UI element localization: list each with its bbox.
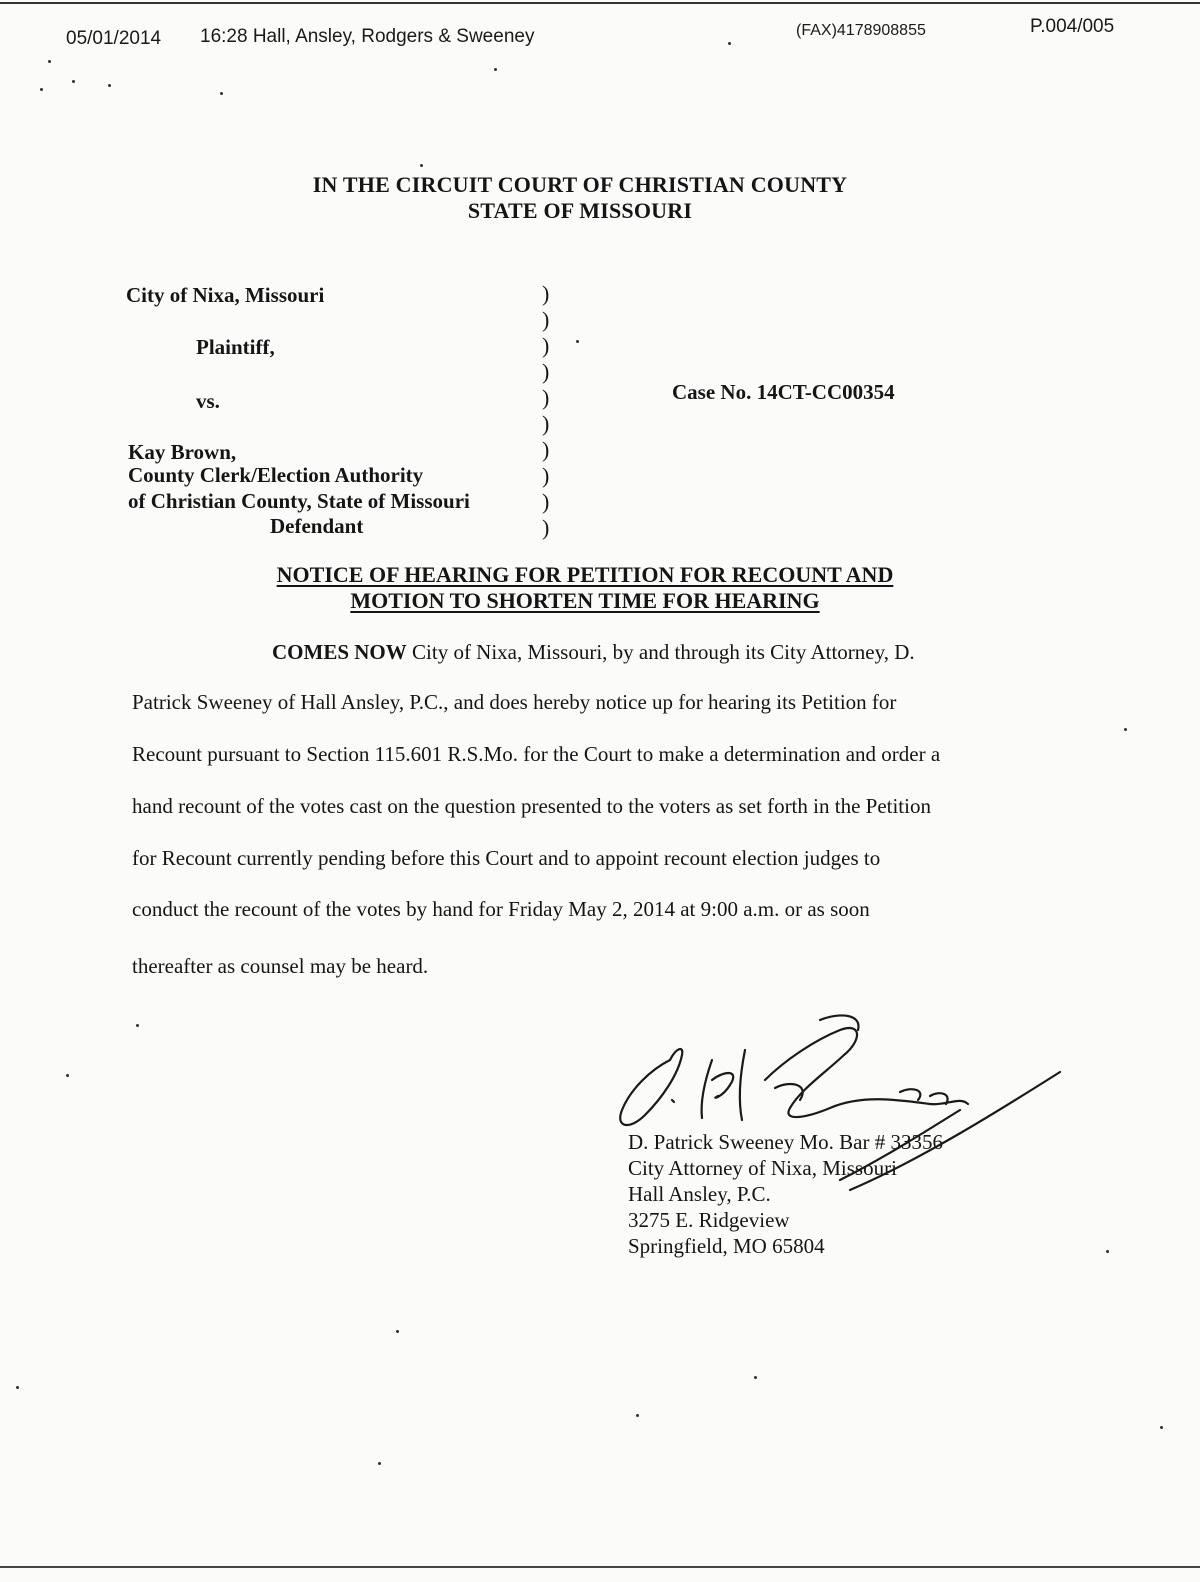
paren: ) bbox=[542, 437, 550, 462]
scan-speck bbox=[16, 1386, 19, 1389]
paren: ) bbox=[542, 515, 550, 540]
scan-speck bbox=[1160, 1426, 1163, 1429]
court-state: STATE OF MISSOURI bbox=[467, 198, 693, 223]
court-name: IN THE CIRCUIT COURT OF CHRISTIAN COUNTY bbox=[312, 172, 848, 197]
signer-street: 3275 E. Ridgeview bbox=[628, 1208, 790, 1232]
plaintiff-role: Plaintiff, bbox=[196, 335, 275, 359]
comes-now-lead: COMES NOW bbox=[272, 640, 407, 664]
caption-parentheses bbox=[542, 281, 549, 541]
scan-speck bbox=[1106, 1250, 1109, 1253]
body-line-5: for Recount currently pending before this Court and to appoint recount election judges to bbox=[132, 846, 881, 870]
fax-top-rule bbox=[0, 2, 1200, 4]
scan-speck bbox=[576, 340, 579, 343]
scan-speck bbox=[728, 42, 731, 45]
handwritten-signature bbox=[600, 1000, 1070, 1230]
defendant-title-1: County Clerk/Election Authority bbox=[128, 463, 424, 487]
notice-title-line-1: NOTICE OF HEARING FOR PETITION FOR RECOUNT AND bbox=[276, 562, 894, 587]
paren: ) bbox=[542, 307, 550, 332]
fax-number: (FAX)4178908855 bbox=[796, 22, 926, 39]
scan-speck bbox=[396, 1330, 399, 1333]
paren: ) bbox=[542, 463, 550, 488]
signer-city: Springfield, MO 65804 bbox=[628, 1234, 825, 1258]
fax-time-sender: 16:28 Hall, Ansley, Rodgers & Sweeney bbox=[200, 26, 535, 47]
paren: ) bbox=[542, 333, 550, 358]
scan-speck bbox=[40, 88, 43, 91]
defendant-title-2: of Christian County, State of Missouri bbox=[128, 489, 470, 513]
notice-title-line-2: MOTION TO SHORTEN TIME FOR HEARING bbox=[350, 588, 820, 613]
signer-name-bar: D. Patrick Sweeney Mo. Bar # 33356 bbox=[628, 1130, 943, 1154]
case-number: Case No. 14CT-CC00354 bbox=[672, 380, 895, 404]
scan-speck bbox=[754, 1376, 757, 1379]
scan-speck bbox=[66, 1074, 69, 1077]
paren: ) bbox=[542, 411, 550, 436]
scan-speck bbox=[72, 80, 75, 83]
defendant-role: Defendant bbox=[270, 514, 364, 538]
fax-page-number: P.004/005 bbox=[1030, 16, 1115, 37]
paren: ) bbox=[542, 359, 550, 384]
defendant-name: Kay Brown, bbox=[128, 440, 237, 464]
scan-speck bbox=[108, 84, 111, 87]
body-text: City of Nixa, Missouri, by and through its City Attorney, D. bbox=[406, 640, 915, 664]
paren: ) bbox=[542, 281, 550, 306]
plaintiff-name: City of Nixa, Missouri bbox=[126, 283, 325, 307]
body-line-7: thereafter as counsel may be heard. bbox=[132, 954, 429, 978]
body-line-1 bbox=[272, 640, 915, 665]
signer-firm: Hall Ansley, P.C. bbox=[628, 1182, 771, 1206]
scan-speck bbox=[636, 1414, 639, 1417]
scan-speck bbox=[220, 92, 223, 95]
scan-speck bbox=[378, 1462, 381, 1465]
scan-speck bbox=[1124, 728, 1127, 731]
body-line-3: Recount pursuant to Section 115.601 R.S.Mo. for the Court to make a determination and order a bbox=[132, 742, 941, 766]
fax-bottom-rule bbox=[0, 1566, 1200, 1568]
fax-date: 05/01/2014 bbox=[66, 28, 162, 49]
signer-title: City Attorney of Nixa, Missouri bbox=[628, 1156, 897, 1180]
versus-label: vs. bbox=[196, 389, 220, 413]
paren: ) bbox=[542, 489, 550, 514]
body-line-6: conduct the recount of the votes by hand for Friday May 2, 2014 at 9:00 a.m. or as soon bbox=[132, 897, 870, 921]
paren: ) bbox=[542, 385, 550, 410]
scan-speck bbox=[420, 164, 423, 167]
body-line-4: hand recount of the votes cast on the question presented to the voters as set forth in the Petition bbox=[132, 794, 931, 818]
scan-speck bbox=[136, 1024, 139, 1027]
scan-speck bbox=[48, 60, 51, 63]
scan-speck bbox=[494, 68, 497, 71]
body-line-2: Patrick Sweeney of Hall Ansley, P.C., and does hereby notice up for hearing its Petition for bbox=[132, 690, 897, 714]
